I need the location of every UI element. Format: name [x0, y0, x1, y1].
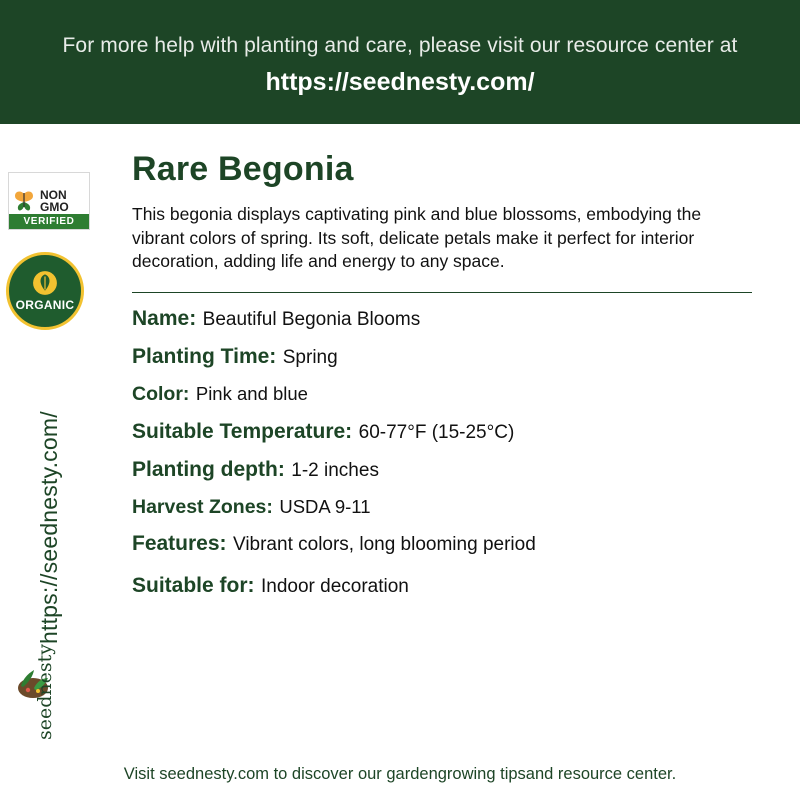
- spec-row-planting-depth: [132, 458, 766, 482]
- spec-label: Suitable for:: [132, 574, 255, 598]
- spec-row-planting-time: [132, 345, 766, 369]
- spec-value: USDA 9-11: [279, 495, 371, 517]
- brand-wordmark: seednesty: [34, 643, 56, 740]
- spec-value: Vibrant colors, long blooming period: [232, 534, 536, 556]
- spec-label: Planting Time:: [132, 345, 277, 369]
- spec-row-features: [132, 532, 766, 556]
- spec-label: Suitable Temperature:: [132, 419, 353, 443]
- spec-value: Spring: [282, 347, 338, 369]
- spec-value: 1-2 inches: [291, 459, 379, 481]
- vertical-website-url[interactable]: https://seednesty.com/: [36, 411, 62, 644]
- spec-label: Name:: [132, 306, 197, 330]
- spec-row-harvest-zones: [132, 496, 766, 518]
- spec-label: Features:: [132, 532, 227, 556]
- spec-row-suitable-temperature: [132, 420, 766, 444]
- product-description: This begonia displays captivating pink and blue blossoms, embodying the vibrant colors of spring. Its soft, delicate petals make it perfect for interior decoration, adding life and energy to any space.: [132, 204, 702, 272]
- organic-label: ORGANIC: [15, 298, 75, 312]
- leaf-icon: [32, 270, 58, 296]
- spec-label: Color:: [132, 383, 190, 406]
- banner-help-text: For more help with planting and care, please visit our resource center at: [62, 33, 738, 57]
- non-gmo-verified-label: VERIFIED: [9, 214, 89, 229]
- top-banner: [0, 0, 800, 124]
- page-title: Rare Begonia: [132, 150, 354, 188]
- spec-row-name: [132, 307, 766, 331]
- spec-label: Harvest Zones:: [132, 495, 273, 518]
- product-info-card: [98, 124, 800, 748]
- left-badge-column: [0, 124, 98, 748]
- spec-value: Pink and blue: [195, 383, 308, 405]
- non-gmo-line1: NON: [40, 188, 67, 202]
- organic-badge: [6, 252, 84, 330]
- spec-label: Planting depth:: [132, 457, 285, 481]
- spec-value: Indoor decoration: [260, 576, 409, 598]
- non-gmo-badge: [8, 172, 90, 230]
- spec-value: 60-77°F (15-25°C): [358, 421, 515, 443]
- footer-text: Visit seednesty.com to discover our gardengrowing tipsand resource center.: [123, 765, 677, 783]
- non-gmo-line2: GMO: [40, 200, 69, 214]
- footer: [0, 748, 800, 800]
- spec-row-color: [132, 383, 766, 405]
- brand-logo: [4, 643, 92, 746]
- spec-row-suitable-for: [132, 574, 766, 598]
- spec-value: Beautiful Begonia Blooms: [202, 308, 421, 330]
- divider: [132, 292, 752, 293]
- banner-website-url[interactable]: https://seednesty.com/: [265, 67, 535, 96]
